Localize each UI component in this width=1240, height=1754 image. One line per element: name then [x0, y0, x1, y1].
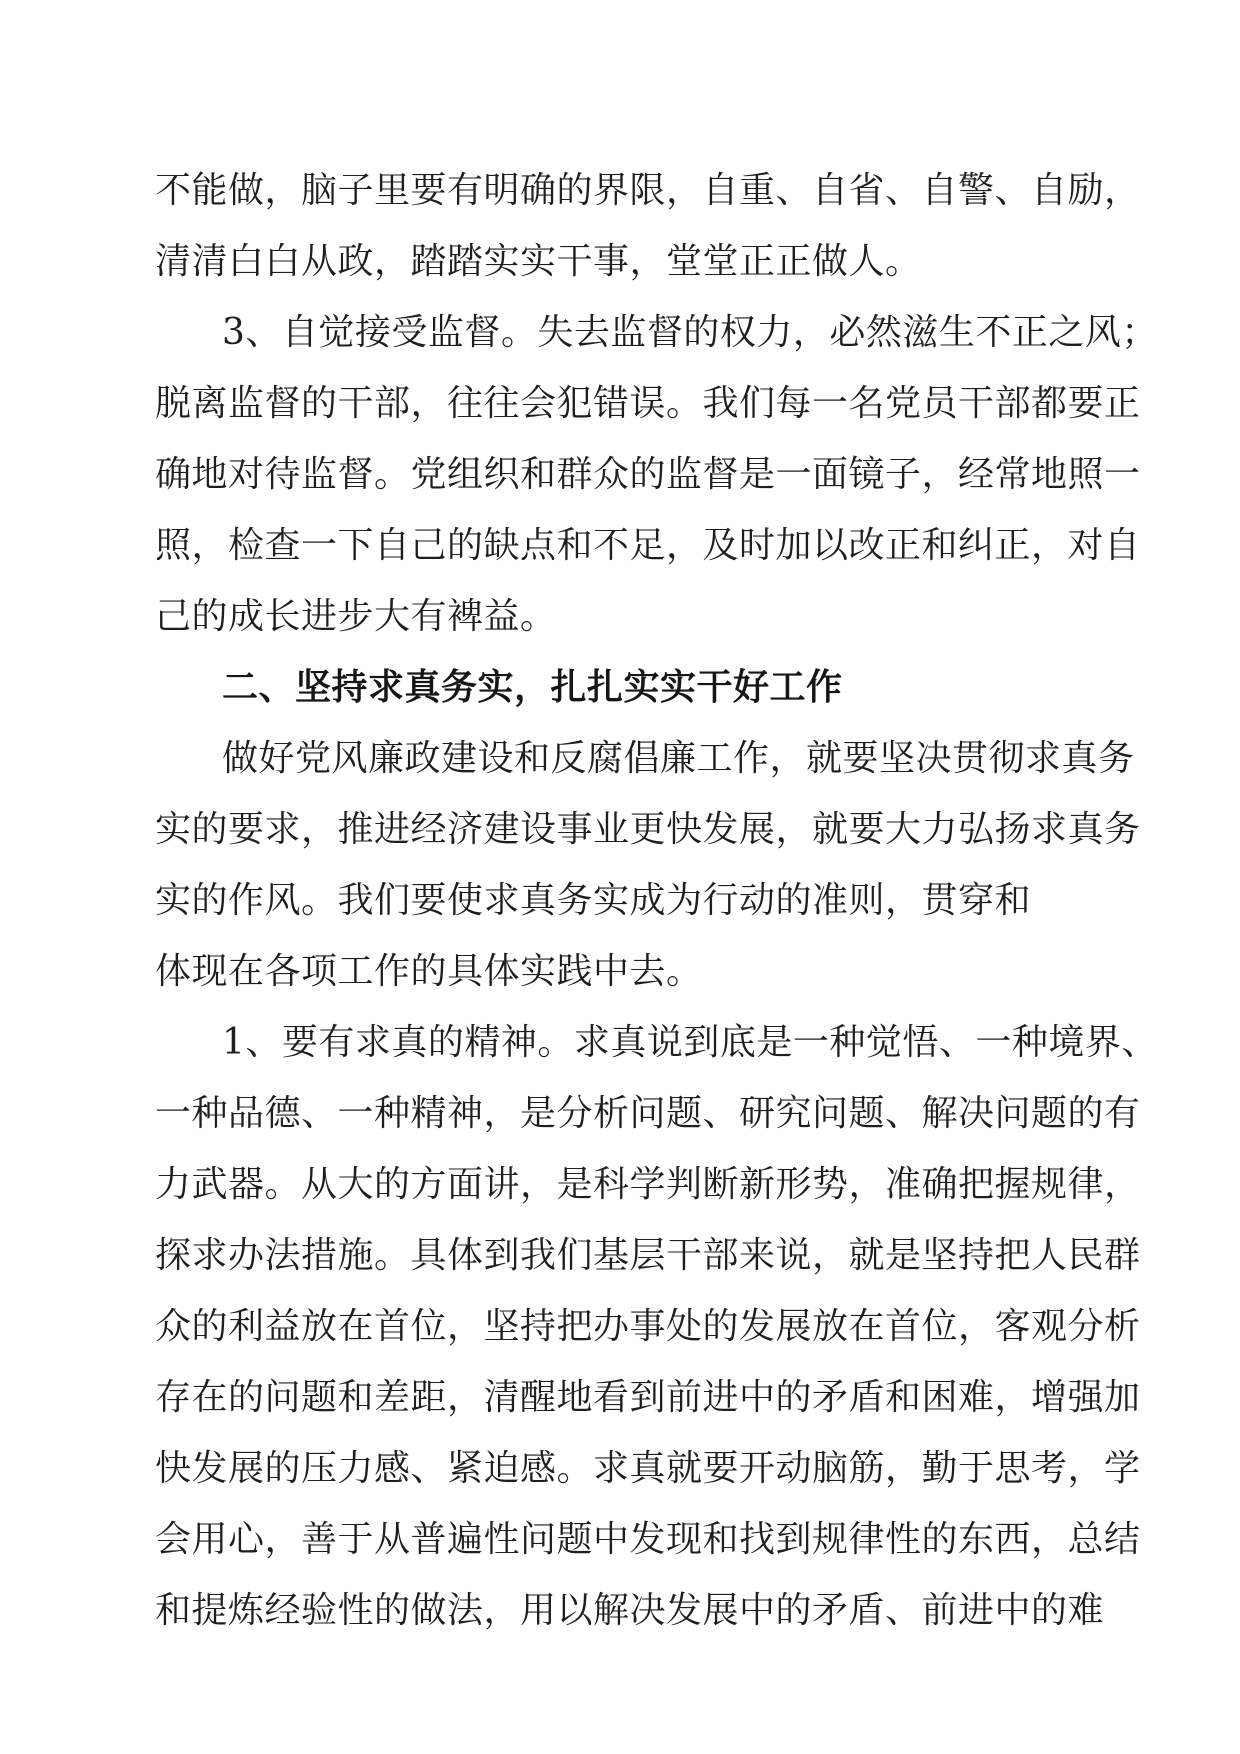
- paragraph-line: 存在的问题和差距，清醒地看到前进中的矛盾和困难，增强加: [155, 1377, 1141, 1418]
- paragraph-line: 一种品德、一种精神，是分析问题、研究问题、解决问题的有: [155, 1093, 1141, 1134]
- paragraph-line: 众的利益放在首位，坚持把办事处的发展放在首位，客观分析: [155, 1306, 1141, 1347]
- paragraph-line: 体现在各项工作的具体实践中去。: [155, 951, 703, 992]
- paragraph-line: 1、要有求真的精神。求真说到底是一种觉悟、一种境界、: [222, 1022, 1158, 1063]
- paragraph-line: 己的成长进步大有裨益。: [155, 596, 557, 637]
- paragraph-line: 做好党风廉政建设和反腐倡廉工作，就要坚决贯彻求真务: [222, 738, 1135, 779]
- paragraph-line: 实的作风。我们要使求真务实成为行动的准则，贯穿和: [155, 880, 1032, 921]
- paragraph-line: 3、自觉接受监督。失去监督的权力，必然滋生不正之风；: [222, 312, 1158, 353]
- paragraph-line: 力武器。从大的方面讲，是科学判断新形势，准确把握规律，: [155, 1164, 1141, 1205]
- paragraph-line: 探求办法措施。具体到我们基层干部来说，就是坚持把人民群: [155, 1235, 1141, 1276]
- paragraph-line: 不能做，脑子里要有明确的界限，自重、自省、自警、自励，: [155, 170, 1141, 211]
- paragraph-line: 照，检查一下自己的缺点和不足，及时加以改正和纠正，对自: [155, 525, 1141, 566]
- paragraph-line: 清清白白从政，踏踏实实干事，堂堂正正做人。: [155, 241, 922, 282]
- section-heading: 二、坚持求真务实，扎扎实实干好工作: [222, 667, 843, 708]
- paragraph-line: 快发展的压力感、紧迫感。求真就要开动脑筋，勤于思考，学: [155, 1448, 1141, 1489]
- paragraph-line: 确地对待监督。党组织和群众的监督是一面镜子，经常地照一: [155, 454, 1141, 495]
- paragraph-line: 和提炼经验性的做法，用以解决发展中的矛盾、前进中的难: [155, 1590, 1105, 1631]
- paragraph-line: 会用心，善于从普遍性问题中发现和找到规律性的东西，总结: [155, 1519, 1141, 1560]
- paragraph-line: 脱离监督的干部，往往会犯错误。我们每一名党员干部都要正: [155, 383, 1141, 424]
- paragraph-line: 实的要求，推进经济建设事业更快发展，就要大力弘扬求真务: [155, 809, 1141, 850]
